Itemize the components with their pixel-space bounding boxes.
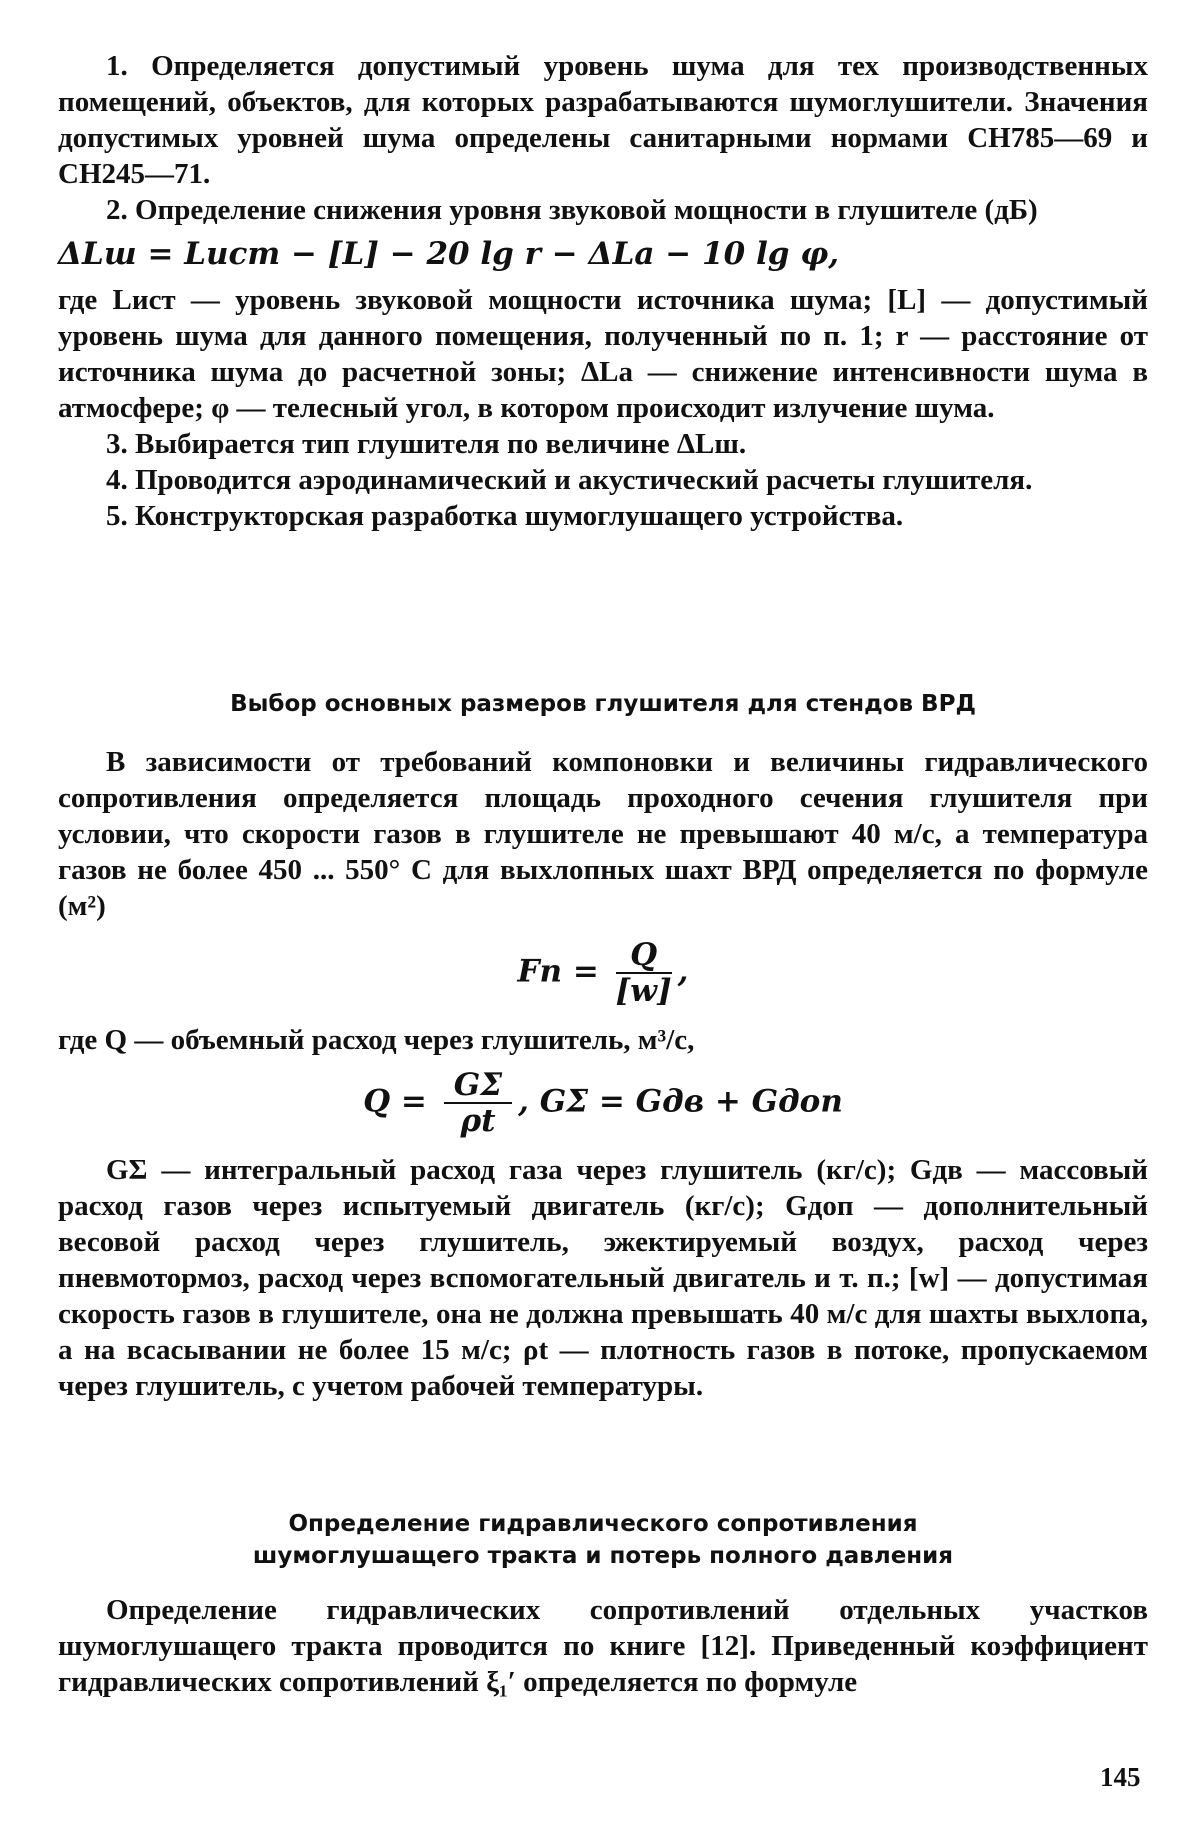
section-2-heading-line-1: Определение гидравлического сопротивления <box>288 1511 918 1537</box>
section-1-paragraph-2: GΣ — интегральный расход газа через глушитель (кг/с); Gдв — массовый расход газов через испытуемый двигатель (кг/с); Gдоп — дополнительный весовой расход через глушитель, эжектируемый воздух, расход через пневмотормоз, расход через вспомогательный двигатель и т. п.; [w] — допустимая скорость газов в глушителе, она не должна превышать 40 м/с для шахты выхлопа, а на всасывании не более 15 м/с; ρt — плотность газов в потоке, пропускаемом через глушитель, с учетом рабочей температуры. <box>58 1154 1148 1402</box>
item-4: 4. Проводится аэродинамический и акустический расчеты глушителя. <box>106 464 1033 496</box>
formula-flow-fraction <box>444 1068 512 1138</box>
item-5: 5. Конструкторская разработка шумоглушащего устройства. <box>106 500 904 532</box>
section-2 <box>58 1508 1148 1700</box>
formula-flow-denominator: ρt <box>460 1103 496 1139</box>
formula-flow <box>58 1068 1148 1138</box>
formula-area-denominator: [w] <box>615 973 672 1009</box>
formula-flow-numerator: GΣ <box>444 1068 512 1104</box>
page-number: 145 <box>1100 1762 1141 1792</box>
section-2-heading-line-2: шумоглушащего тракта и потерь полного давления <box>252 1543 954 1569</box>
formula-delta-l: ΔLш = Lист − [L] − 20 lg r − ΔLа − 10 lg φ, <box>58 236 840 272</box>
section-1-paragraph: В зависимости от требований компоновки и величины гидравлического сопротивления определяется площадь проходного сечения глушителя при условии, что скорости газов в глушителе не превышают 40 м/с, а температура газов не более 450 ... 550° С для выхлопных шахт ВРД определяется по формуле (м²) <box>58 746 1148 922</box>
formula-area-tail: , <box>677 953 689 990</box>
section-2-paragraph: Определение гидравлических сопротивлений отдельных участков шумоглушащего тракта проводится по книге [12]. Приведенный коэффициент гидравлических сопротивлений ξ₁′ определяется по формуле <box>58 1594 1148 1698</box>
formula-area-lhs: Fп = <box>517 953 610 990</box>
section-1 <box>58 688 1148 1404</box>
formula-area-numerator: Q <box>616 938 672 974</box>
where-clause-1: где Lист — уровень звуковой мощности источника шума; [L] — допустимый уровень шума для данного помещения, полученный по п. 1; r — расстояние от источника шума до расчетной зоны; ΔLа — снижение интенсивности шума в атмосфере; φ — телесный угол, в котором происходит излучение шума. <box>58 284 1148 424</box>
formula-area <box>58 938 1148 1008</box>
section-1-heading: Выбор основных размеров глушителя для стендов ВРД <box>230 691 976 717</box>
where-clause-q: где Q — объемный расход через глушитель, м³/с, <box>58 1024 695 1056</box>
item-2: 2. Определение снижения уровня звуковой мощности в глушителе (дБ) <box>106 194 1038 226</box>
intro-list <box>58 48 1148 534</box>
item-3: 3. Выбирается тип глушителя по величине ΔLш. <box>106 428 747 460</box>
item-1: 1. Определяется допустимый уровень шума для тех производственных помещений, объектов, для которых разрабатываются шумоглушители. Значения допустимых уровней шума определены санитарными нормами СН785—69 и СН245—71. <box>58 50 1148 190</box>
formula-flow-lhs: Q = <box>363 1083 438 1120</box>
formula-flow-tail: , GΣ = Gдв + Gдоп <box>518 1083 843 1120</box>
formula-area-fraction <box>616 938 672 1008</box>
